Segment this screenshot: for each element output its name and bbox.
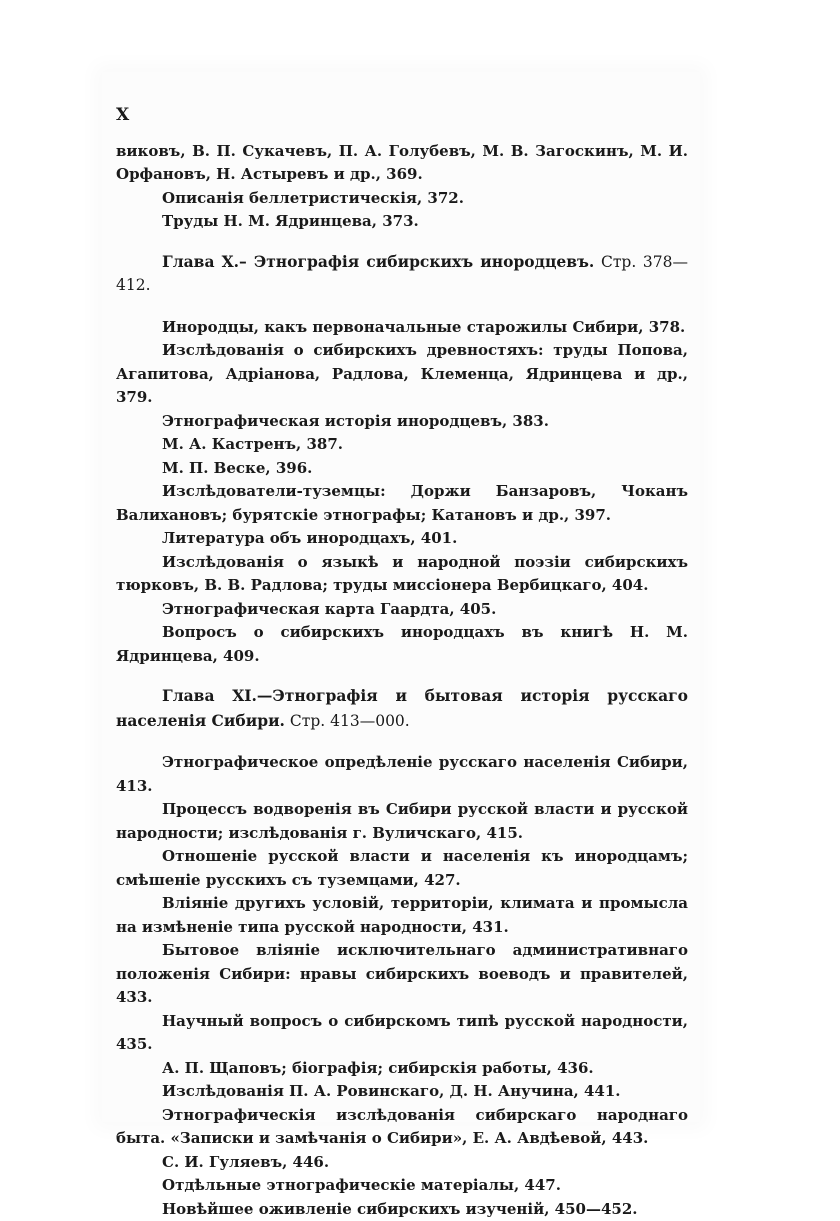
toc-entry: Труды Н. М. Ядринцева, 373. [116, 210, 688, 234]
toc-entry: Бытовое вліяніе исключительнаго административнаго положенія Сибири: нравы сибирскихъ воеводъ и правителей, 433. [116, 939, 688, 1010]
continued-entry: виковъ, В. П. Сукачевъ, П. А. Голубевъ, М. В. Загоскинъ, М. И. Орфановъ, Н. Астыревъ и др., 369. [116, 140, 688, 187]
toc-entry: Этнографическая исторія инородцевъ, 383. [116, 410, 688, 434]
chapter-11-heading [116, 684, 688, 733]
toc-entry: Инородцы, какъ первоначальные старожилы Сибири, 378. [116, 316, 688, 340]
page-content [116, 104, 688, 1221]
toc-entry: М. П. Веске, 396. [116, 457, 688, 481]
toc-entry: Этнографическія изслѣдованія сибирскаго народнаго быта. «Записки и замѣчанія о Сибири», Е. А. Авдѣевой, 443. [116, 1104, 688, 1151]
page-number: X [116, 104, 688, 128]
toc-entry: Изслѣдователи-туземцы: Доржи Банзаровъ, Чоканъ Валихановъ; бурятскіе этнографы; Катановъ и др., 397. [116, 480, 688, 527]
toc-entry: Отношеніе русской власти и населенія къ инородцамъ; смѣшеніе русскихъ съ туземцами, 427. [116, 845, 688, 892]
toc-entry: Литература объ инородцахъ, 401. [116, 527, 688, 551]
chapter-10-heading [116, 250, 688, 298]
toc-entry: Отдѣльные этнографическіе матеріалы, 447. [116, 1174, 688, 1198]
chapter-10-pages: Стр. 378—412. [116, 253, 688, 295]
toc-entry: Этнографическое опредѣленіе русскаго населенія Сибири, 413. [116, 751, 688, 798]
toc-entry: С. И. Гуляевъ, 446. [116, 1151, 688, 1175]
toc-entry: Описанія беллетристическія, 372. [116, 187, 688, 211]
toc-entry: Вліяніе другихъ условій, территоріи, климата и промысла на измѣненіе типа русской народности, 431. [116, 892, 688, 939]
chapter-10-title: Глава X.– Этнографія сибирскихъ инородцевъ. [162, 252, 594, 271]
chapter-11-pages: Стр. 413—000. [290, 712, 410, 730]
toc-entry: Изслѣдованія о сибирскихъ древностяхъ: труды Попова, Агапитова, Адріанова, Радлова, Клеменца, Ядринцева и др., 379. [116, 339, 688, 410]
chapter-11-title: Глава XI.—Этнографія и бытовая исторія русскаго населенія Сибири. [116, 686, 688, 730]
toc-entry: М. А. Кастренъ, 387. [116, 433, 688, 457]
book-page [102, 72, 700, 1122]
toc-entry: Изслѣдованія о языкѣ и народной поэзіи сибирскихъ тюрковъ, В. В. Радлова; труды миссіонера Вербицкаго, 404. [116, 551, 688, 598]
toc-entry: Новѣйшее оживленіе сибирскихъ изученій, 450—452. [116, 1198, 688, 1221]
toc-entry: Изслѣдованія П. А. Ровинскаго, Д. Н. Анучина, 441. [116, 1080, 688, 1104]
toc-entry: Вопросъ о сибирскихъ инородцахъ въ книгѣ Н. М. Ядринцева, 409. [116, 621, 688, 668]
toc-entry: А. П. Щаповъ; біографія; сибирскія работы, 436. [116, 1057, 688, 1081]
toc-entry: Научный вопросъ о сибирскомъ типѣ русской народности, 435. [116, 1010, 688, 1057]
toc-entry: Процессъ водворенія въ Сибири русской власти и русской народности; изслѣдованія г. Вуличскаго, 415. [116, 798, 688, 845]
toc-entry: Этнографическая карта Гаардта, 405. [116, 598, 688, 622]
